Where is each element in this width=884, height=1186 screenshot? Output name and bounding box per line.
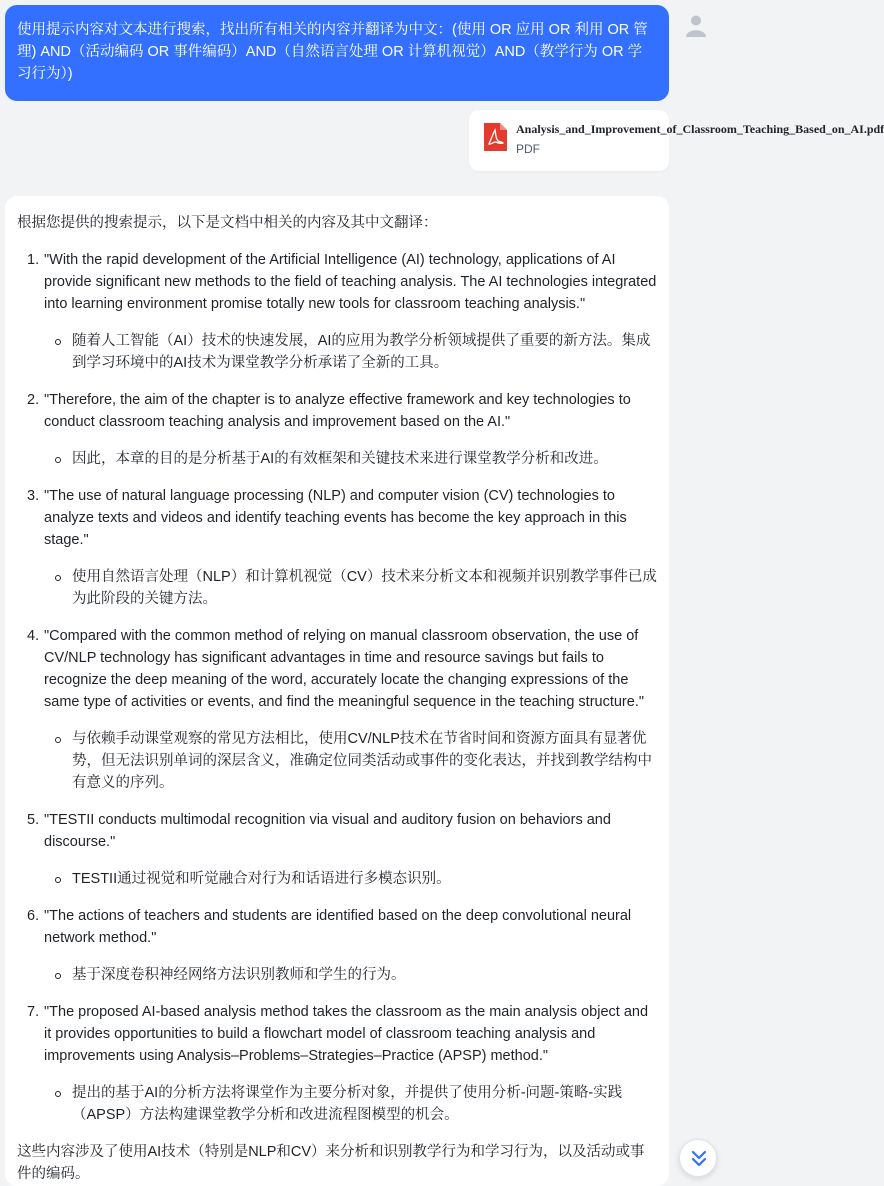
item-english: "The actions of teachers and students are identified based on the deep convolutional neural network method." (44, 908, 632, 946)
item-translation (44, 448, 657, 470)
item-chinese: 使用自然语言处理（NLP）和计算机视觉（CV）技术来分析文本和视频并识别教学事件已成为此阶段的关键方法。 (72, 569, 657, 607)
item-translation (44, 728, 657, 794)
item-translation (44, 566, 657, 610)
pdf-file-icon (482, 122, 508, 152)
bullet-icon (55, 575, 61, 581)
item-english: "TESTII conducts multimodal recognition via visual and auditory fusion on behaviors and discourse." (44, 812, 611, 850)
item-chinese: 与依赖手动课堂观察的常见方法相比，使用CV/NLP技术在节省时间和资源方面具有显著优势，但无法识别单词的深层含义，准确定位同类活动或事件的变化表达，并找到教学结构中有意义的序列。 (72, 731, 652, 791)
item-english: "Therefore, the aim of the chapter is to analyze effective framework and key technologies to conduct classroom teaching analysis and improvement based on the AI." (44, 392, 631, 430)
user-avatar-icon[interactable] (683, 11, 709, 37)
item-english: "The use of natural language processing (NLP) and computer vision (CV) technologies to analyze texts and videos and identify teaching events has become the key approach in this stage." (44, 488, 627, 548)
item-english: "Compared with the common method of relying on manual classroom observation, the use of CV/NLP technology has significant advantages in time and resource savings but fails to recognize the deep meaning of the word, accurately locate the changing expressions of the same type of activities or events, and find the meaningful sequence in the teaching structure." (44, 628, 644, 710)
bullet-icon (55, 973, 61, 979)
item-number: 6. (27, 908, 40, 924)
answer-summary: 这些内容涉及了使用AI技术（特别是NLP和CV）来分析和识别教学行为和学习行为，以及活动或事件的编码。 (17, 1144, 645, 1182)
list-item (17, 905, 657, 986)
item-number: 3. (27, 488, 40, 504)
item-number: 1. (27, 252, 40, 268)
assistant-answer (5, 196, 669, 1186)
item-translation (44, 1082, 657, 1126)
item-number: 4. (27, 628, 40, 644)
list-item (17, 1001, 657, 1126)
item-translation (44, 964, 657, 986)
double-chevron-down-icon (690, 1149, 708, 1169)
item-chinese: 提出的基于AI的分析方法将课堂作为主要分析对象，并提供了使用分析-问题-策略-实践（APSP）方法构建课堂教学分析和改进流程图模型的机会。 (72, 1085, 623, 1123)
item-number: 5. (27, 812, 40, 828)
bullet-icon (55, 1091, 61, 1097)
attachment-type: PDF (516, 142, 540, 156)
answer-list (17, 249, 657, 1126)
answer-intro: 根据您提供的搜索提示，以下是文档中相关的内容及其中文翻译： (17, 215, 438, 231)
attachment-name: Analysis_and_Improvement_of_Classroom_Teaching_Based_on_AI.pdf (516, 122, 884, 136)
item-english: "The proposed AI-based analysis method takes the classroom as the main analysis object and it provides opportunities to build a flowchart model of classroom teaching analysis and improvements using Analysis–Problems–Strategies–Practice (APSP) method." (44, 1004, 649, 1064)
bullet-icon (55, 457, 61, 463)
scroll-to-bottom-button[interactable] (679, 1139, 717, 1177)
list-item (17, 809, 657, 890)
item-chinese: 因此，本章的目的是分析基于AI的有效框架和关键技术来进行课堂教学分析和改进。 (72, 451, 608, 467)
item-translation (44, 868, 657, 890)
user-message-bubble (5, 5, 669, 101)
item-chinese: TESTII通过视觉和听觉融合对行为和话语进行多模态识别。 (72, 871, 451, 887)
item-english: "With the rapid development of the Artificial Intelligence (AI) technology, applications of AI provide significant new methods to the field of teaching analysis. The AI technologies integrated into learning environment promise totally new tools for classroom teaching analysis." (44, 252, 657, 312)
item-number: 7. (27, 1004, 40, 1020)
list-item (17, 485, 657, 610)
list-item (17, 625, 657, 794)
item-number: 2. (27, 392, 40, 408)
item-translation (44, 330, 657, 374)
list-item (17, 249, 657, 374)
item-chinese: 基于深度卷积神经网络方法识别教师和学生的行为。 (72, 967, 406, 983)
attachment-card[interactable] (469, 110, 884, 171)
item-chinese: 随着人工智能（AI）技术的快速发展，AI的应用为教学分析领域提供了重要的新方法。集成到学习环境中的AI技术为课堂教学分析承诺了全新的工具。 (72, 333, 651, 371)
bullet-icon (55, 877, 61, 883)
list-item (17, 389, 657, 470)
bullet-icon (55, 339, 61, 345)
user-message-text: 使用提示内容对文本进行搜索，找出所有相关的内容并翻译为中文：(使用 OR 应用 OR 利用 OR 管理) AND（活动编码 OR 事件编码）AND（自然语言处理 OR 计算机视觉）AND（教学行为 OR 学习行为）) (17, 22, 648, 82)
bullet-icon (55, 737, 61, 743)
